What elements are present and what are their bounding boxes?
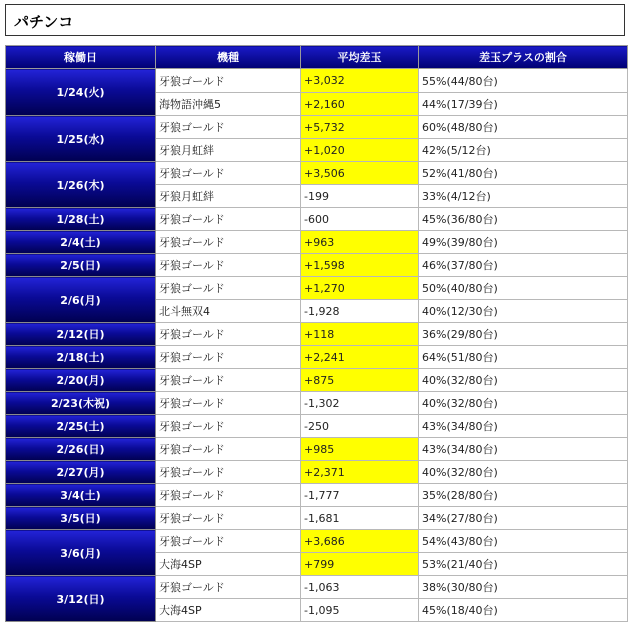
plus-ratio-cell: 35%(28/80台) (419, 484, 628, 507)
table-row (6, 231, 628, 254)
machine-cell: 牙狼月虹絆 (156, 185, 301, 208)
table-row (6, 461, 628, 484)
plus-ratio-cell: 40%(32/80台) (419, 369, 628, 392)
table-row (6, 116, 628, 139)
table-row (6, 576, 628, 599)
date-cell: 1/24(火) (6, 69, 156, 116)
plus-ratio-cell: 52%(41/80台) (419, 162, 628, 185)
table-row (6, 277, 628, 300)
plus-ratio-cell: 40%(32/80台) (419, 461, 628, 484)
plus-ratio-cell: 40%(32/80台) (419, 392, 628, 415)
table-row (6, 254, 628, 277)
table-row (6, 69, 628, 93)
page-title: パチンコ (14, 13, 74, 31)
avg-diff-cell: +2,160 (301, 93, 419, 116)
avg-diff-cell: +3,686 (301, 530, 419, 553)
date-cell: 2/5(日) (6, 254, 156, 277)
plus-ratio-cell: 36%(29/80台) (419, 323, 628, 346)
table-row (6, 530, 628, 553)
plus-ratio-cell: 46%(37/80台) (419, 254, 628, 277)
machine-cell: 牙狼ゴールド (156, 530, 301, 553)
plus-ratio-cell: 45%(18/40台) (419, 599, 628, 622)
machine-cell: 牙狼ゴールド (156, 277, 301, 300)
plus-ratio-cell: 42%(5/12台) (419, 139, 628, 162)
machine-cell: 牙狼ゴールド (156, 231, 301, 254)
date-cell: 2/20(月) (6, 369, 156, 392)
machine-cell: 牙狼ゴールド (156, 415, 301, 438)
plus-ratio-cell: 44%(17/39台) (419, 93, 628, 116)
date-cell: 3/4(土) (6, 484, 156, 507)
date-cell: 2/26(日) (6, 438, 156, 461)
machine-cell: 牙狼ゴールド (156, 392, 301, 415)
column-header-machine: 機種 (156, 46, 301, 69)
avg-diff-cell: +985 (301, 438, 419, 461)
plus-ratio-cell: 50%(40/80台) (419, 277, 628, 300)
plus-ratio-cell: 33%(4/12台) (419, 185, 628, 208)
plus-ratio-cell: 38%(30/80台) (419, 576, 628, 599)
column-header-ratio: 差玉プラスの割合 (419, 46, 628, 69)
machine-cell: 大海4SP (156, 553, 301, 576)
plus-ratio-cell: 43%(34/80台) (419, 415, 628, 438)
machine-cell: 大海4SP (156, 599, 301, 622)
page-title-box (5, 4, 625, 36)
date-cell: 1/26(木) (6, 162, 156, 208)
avg-diff-cell: -1,681 (301, 507, 419, 530)
machine-cell: 牙狼ゴールド (156, 69, 301, 93)
avg-diff-cell: -1,063 (301, 576, 419, 599)
machine-cell: 牙狼ゴールド (156, 162, 301, 185)
machine-cell: 牙狼ゴールド (156, 507, 301, 530)
avg-diff-cell: +1,020 (301, 139, 419, 162)
plus-ratio-cell: 60%(48/80台) (419, 116, 628, 139)
avg-diff-cell: +3,032 (301, 69, 419, 93)
date-cell: 2/23(木祝) (6, 392, 156, 415)
machine-cell: 牙狼ゴールド (156, 484, 301, 507)
results-table (5, 45, 628, 622)
avg-diff-cell: +2,241 (301, 346, 419, 369)
plus-ratio-cell: 55%(44/80台) (419, 69, 628, 93)
plus-ratio-cell: 49%(39/80台) (419, 231, 628, 254)
plus-ratio-cell: 53%(21/40台) (419, 553, 628, 576)
machine-cell: 牙狼ゴールド (156, 461, 301, 484)
machine-cell: 牙狼ゴールド (156, 116, 301, 139)
table-row (6, 323, 628, 346)
table-row (6, 162, 628, 185)
machine-cell: 牙狼月虹絆 (156, 139, 301, 162)
avg-diff-cell: +3,506 (301, 162, 419, 185)
date-cell: 2/4(土) (6, 231, 156, 254)
date-cell: 3/5(日) (6, 507, 156, 530)
table-row (6, 346, 628, 369)
table-row (6, 392, 628, 415)
table-row (6, 507, 628, 530)
plus-ratio-cell: 43%(34/80台) (419, 438, 628, 461)
avg-diff-cell: -1,302 (301, 392, 419, 415)
avg-diff-cell: +875 (301, 369, 419, 392)
machine-cell: 海物語沖縄5 (156, 93, 301, 116)
machine-cell: 牙狼ゴールド (156, 369, 301, 392)
avg-diff-cell: +1,598 (301, 254, 419, 277)
avg-diff-cell: -1,095 (301, 599, 419, 622)
avg-diff-cell: -600 (301, 208, 419, 231)
machine-cell: 牙狼ゴールド (156, 576, 301, 599)
machine-cell: 牙狼ゴールド (156, 208, 301, 231)
column-header-avg: 平均差玉 (301, 46, 419, 69)
table-header-row (6, 46, 628, 69)
table-body (6, 69, 628, 622)
machine-cell: 牙狼ゴールド (156, 438, 301, 461)
column-header-date: 稼働日 (6, 46, 156, 69)
date-cell: 1/25(水) (6, 116, 156, 162)
avg-diff-cell: +5,732 (301, 116, 419, 139)
avg-diff-cell: +118 (301, 323, 419, 346)
table-row (6, 415, 628, 438)
plus-ratio-cell: 40%(12/30台) (419, 300, 628, 323)
plus-ratio-cell: 54%(43/80台) (419, 530, 628, 553)
avg-diff-cell: +2,371 (301, 461, 419, 484)
date-cell: 2/12(日) (6, 323, 156, 346)
machine-cell: 北斗無双4 (156, 300, 301, 323)
machine-cell: 牙狼ゴールド (156, 254, 301, 277)
plus-ratio-cell: 64%(51/80台) (419, 346, 628, 369)
avg-diff-cell: -250 (301, 415, 419, 438)
avg-diff-cell: +963 (301, 231, 419, 254)
avg-diff-cell: +799 (301, 553, 419, 576)
date-cell: 1/28(土) (6, 208, 156, 231)
avg-diff-cell: -199 (301, 185, 419, 208)
avg-diff-cell: +1,270 (301, 277, 419, 300)
machine-cell: 牙狼ゴールド (156, 346, 301, 369)
date-cell: 2/6(月) (6, 277, 156, 323)
date-cell: 3/12(日) (6, 576, 156, 622)
date-cell: 2/27(月) (6, 461, 156, 484)
date-cell: 2/25(土) (6, 415, 156, 438)
machine-cell: 牙狼ゴールド (156, 323, 301, 346)
avg-diff-cell: -1,777 (301, 484, 419, 507)
table-row (6, 369, 628, 392)
plus-ratio-cell: 45%(36/80台) (419, 208, 628, 231)
table-row (6, 484, 628, 507)
table-row (6, 438, 628, 461)
avg-diff-cell: -1,928 (301, 300, 419, 323)
plus-ratio-cell: 34%(27/80台) (419, 507, 628, 530)
table-row (6, 208, 628, 231)
date-cell: 2/18(土) (6, 346, 156, 369)
date-cell: 3/6(月) (6, 530, 156, 576)
